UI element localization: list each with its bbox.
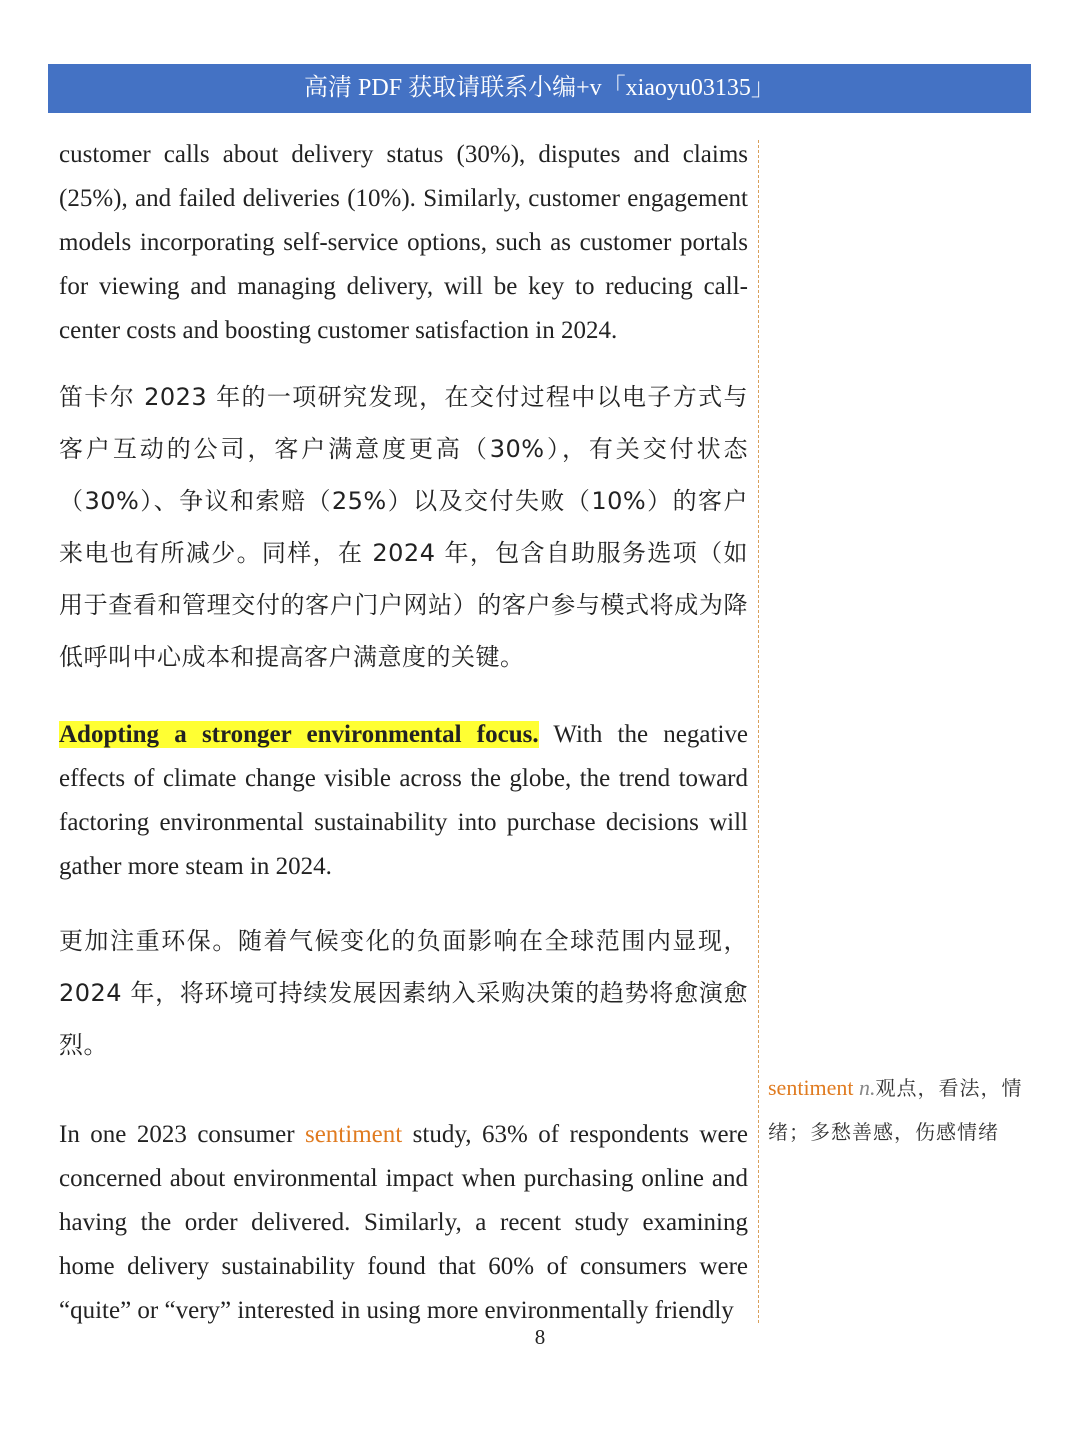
paragraph-english-1: customer calls about delivery status (30%), disputes and claims (25%), and failed deliveries (10%). Similarly, customer engagement models incorporating self-service options, such as customer portals for viewing and managing delivery, will be key to reducing call-center costs and boosting customer satisfaction in 2024. xyxy=(59,141,748,344)
column-divider xyxy=(758,140,759,1323)
paragraph-english-2-body: With the negative effects of climate change visible across the globe, the trend toward factoring environmental sustainability into purchase decisions will gather more steam in 2024. xyxy=(59,721,748,880)
vocab-note-word: sentiment xyxy=(768,1075,854,1100)
header-banner xyxy=(48,64,1031,113)
main-column xyxy=(59,133,748,1333)
vocab-note-pos: n. xyxy=(859,1075,876,1100)
paragraph-english-3-pre: In one 2023 consumer xyxy=(59,1121,305,1148)
paragraph-chinese-1: 笛卡尔 2023 年的一项研究发现，在交付过程中以电子方式与客户互动的公司，客户满意度更高（30%），有关交付状态（30%）、争议和索赔（25%）以及交付失败（10%）的客户来电也有所减少。同样，在 2024 年，包含自助服务选项（如用于查看和管理交付的客户门户网站）的客户参与模式将成为降低呼叫中心成本和提高客户满意度的关键。 xyxy=(59,383,748,671)
vocabulary-note xyxy=(768,1066,1033,1154)
highlighted-heading: Adopting a stronger environmental focus. xyxy=(59,721,539,748)
paragraph-english-3 xyxy=(59,1113,748,1333)
vocab-note-definition: 观点，看法，情绪；多愁善感，伤感情绪 xyxy=(768,1076,1023,1144)
page-number: 8 xyxy=(534,1325,546,1349)
paragraph-chinese-2: 更加注重环保。随着气候变化的负面影响在全球范围内显现，2024 年，将环境可持续发展因素纳入采购决策的趋势将愈演愈烈。 xyxy=(59,927,748,1059)
paragraph-english-3-post: study, 63% of respondents were concerned about environmental impact when purchasing online and having the order delivered. Similarly, a recent study examining home delivery sustainability found that 60% of consumers were “quite” or “very” interested in using more environmentally friendly xyxy=(59,1121,748,1324)
banner-text: 高清 PDF 获取请联系小编+v「xiaoyu03135」 xyxy=(304,75,775,101)
paragraph-english-2 xyxy=(59,713,748,889)
vocab-word-sentiment: sentiment xyxy=(304,1121,403,1148)
